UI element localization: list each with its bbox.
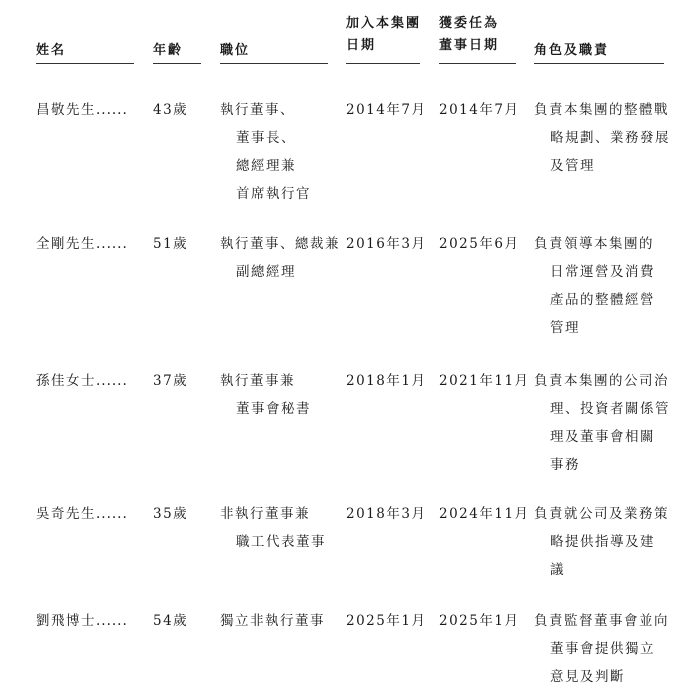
join-date: 2016年3月 <box>346 236 427 252</box>
appoint-date: 2021年11月 <box>439 373 530 389</box>
header-rule-age <box>153 63 201 64</box>
header-appoint-date-line1: 獲委任為 <box>439 16 500 31</box>
header-join-date-line2: 日期 <box>346 38 377 53</box>
director-position: 執行董事、 董事長、 總經理兼 首席執行官 <box>220 102 311 202</box>
director-name: 劉飛博士...... <box>36 613 128 629</box>
director-name: 昌敬先生...... <box>36 102 128 118</box>
header-role: 角色及職責 <box>534 43 610 58</box>
director-age: 43歲 <box>153 102 189 118</box>
appoint-date: 2025年1月 <box>439 613 520 629</box>
director-role: 負責就公司及業務策 略提供指導及建 議 <box>534 506 669 578</box>
header-appoint-date <box>439 13 499 57</box>
header-name: 姓名 <box>36 43 67 58</box>
join-date: 2018年3月 <box>346 506 427 522</box>
header-rule-role <box>534 63 664 64</box>
director-age: 51歲 <box>153 236 189 252</box>
header-join-date <box>346 13 421 57</box>
director-age: 35歲 <box>153 506 189 522</box>
director-role: 負責監督董事會並向 董事會提供獨立 意見及判斷 <box>534 613 669 685</box>
header-rule-position <box>220 63 328 64</box>
director-role: 負責領導本集團的 日常運營及消費 產品的整體經營 管理 <box>534 236 655 336</box>
appoint-date: 2024年11月 <box>439 506 530 522</box>
header-rule-appoint-date <box>439 63 516 64</box>
header-join-date-line1: 加入本集團 <box>346 16 422 31</box>
header-position: 職位 <box>220 43 251 58</box>
appoint-date: 2025年6月 <box>439 236 520 252</box>
director-age: 37歲 <box>153 373 189 389</box>
director-name: 吳奇先生...... <box>36 506 128 522</box>
header-age: 年齡 <box>153 43 184 58</box>
join-date: 2018年1月 <box>346 373 427 389</box>
appoint-date: 2014年7月 <box>439 102 520 118</box>
header-rule-name <box>36 63 134 64</box>
director-age: 54歲 <box>153 613 189 629</box>
join-date: 2014年7月 <box>346 102 427 118</box>
director-position: 執行董事兼 董事會秘書 <box>220 373 311 417</box>
director-position: 獨立非執行董事 <box>220 613 325 629</box>
director-role: 負責本集團的公司治 理、投資者關係管 理及董事會相關 事務 <box>534 373 670 473</box>
director-position: 非執行董事兼 職工代表董事 <box>220 506 326 550</box>
director-position: 執行董事、總裁兼 副總經理 <box>220 236 340 280</box>
director-name: 孫佳女士...... <box>36 373 128 389</box>
header-appoint-date-line2: 董事日期 <box>439 38 500 53</box>
header-rule-join-date <box>346 63 420 64</box>
join-date: 2025年1月 <box>346 613 427 629</box>
director-name: 全剛先生...... <box>36 236 128 252</box>
director-role: 負責本集團的整體戰 略規劃、業務發展 及管理 <box>534 102 670 174</box>
